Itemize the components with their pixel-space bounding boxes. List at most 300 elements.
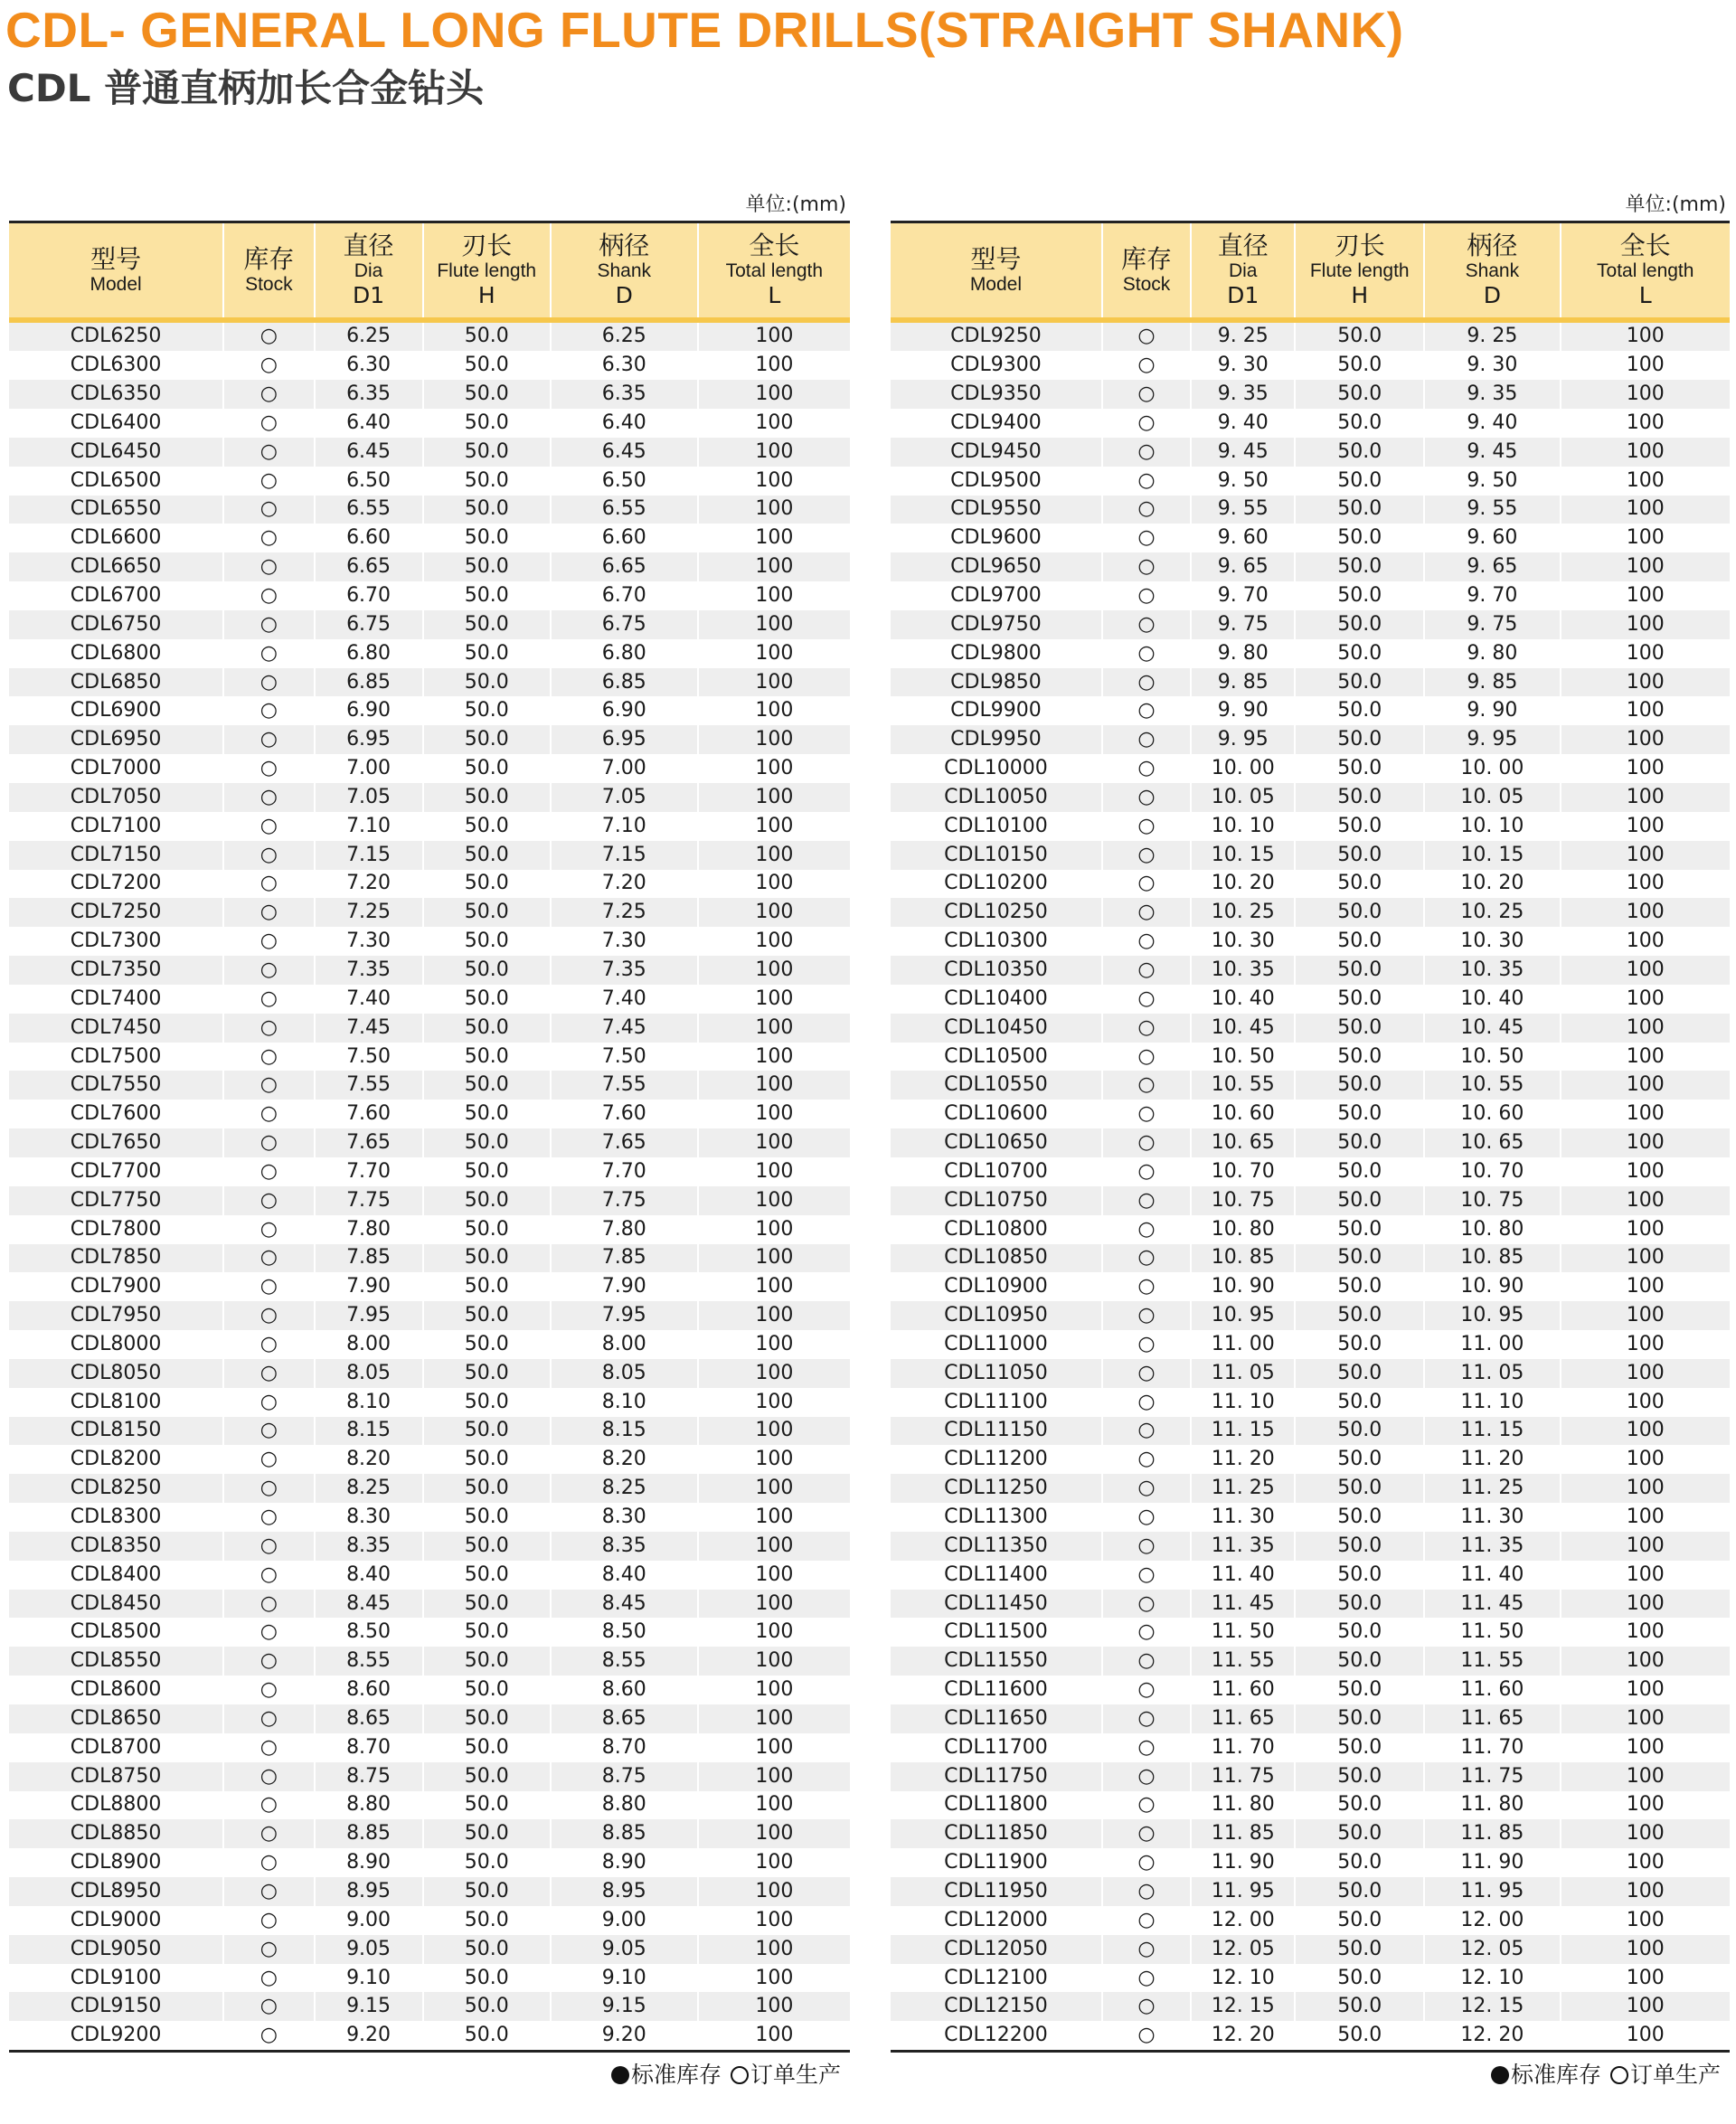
flute-length-cell: 50.0 xyxy=(423,870,551,899)
stock-cell: ○ xyxy=(223,1848,314,1877)
shank-cell: 7.65 xyxy=(551,1128,698,1157)
flute-length-cell: 50.0 xyxy=(1295,1445,1424,1474)
total-length-cell: 100 xyxy=(1626,1793,1665,1817)
model-cell: CDL10400 xyxy=(891,985,1102,1014)
stock-cell: ○ xyxy=(223,1272,314,1301)
shank-cell: 8.60 xyxy=(551,1676,698,1704)
flute-length-cell: 50.0 xyxy=(1295,668,1424,697)
total-length-cell: 100 xyxy=(1626,411,1665,434)
flute-length-cell: 50.0 xyxy=(423,1819,551,1848)
shank-cell: 9. 60 xyxy=(1424,524,1560,552)
table-row xyxy=(891,898,1730,927)
header-row xyxy=(891,222,1730,320)
table-row xyxy=(891,1100,1730,1128)
shank-cell: 6.40 xyxy=(551,409,698,438)
table-header xyxy=(9,222,850,320)
stock-cell: ○ xyxy=(223,1676,314,1704)
dia-cell: 12. 05 xyxy=(1191,1935,1295,1964)
column-header-cn: 库存 xyxy=(243,243,295,274)
dia-cell: 8.70 xyxy=(315,1733,423,1762)
total-length-cell: 100 xyxy=(755,439,794,463)
column-header xyxy=(315,222,423,320)
flute-length-cell: 50.0 xyxy=(1295,2021,1424,2051)
shank-cell: 7.25 xyxy=(551,898,698,927)
total-length-cell: 100 xyxy=(1626,1649,1665,1673)
model-cell: CDL11250 xyxy=(891,1474,1102,1503)
total-length-cell: 100 xyxy=(755,1620,794,1644)
table-row xyxy=(891,1503,1730,1532)
dia-cell: 7.60 xyxy=(315,1100,423,1128)
table-row xyxy=(9,1330,850,1359)
model-cell: CDL9900 xyxy=(891,696,1102,725)
total-length-cell: 100 xyxy=(1626,670,1665,694)
model-cell: CDL12150 xyxy=(891,1992,1102,2021)
stock-cell: ○ xyxy=(223,1157,314,1186)
model-cell: CDL9100 xyxy=(9,1964,223,1993)
column-header-sym: H xyxy=(477,281,495,308)
stock-cell: ○ xyxy=(1102,1877,1191,1906)
dia-cell: 6.75 xyxy=(315,610,423,639)
flute-length-cell: 50.0 xyxy=(423,956,551,985)
total-length-cell: 100 xyxy=(755,1419,794,1442)
total-length-cell: 100 xyxy=(1626,1995,1665,2018)
shank-cell: 10. 40 xyxy=(1424,985,1560,1014)
dia-cell: 7.85 xyxy=(315,1244,423,1273)
dia-cell: 8.75 xyxy=(315,1762,423,1791)
model-cell: CDL10550 xyxy=(891,1071,1102,1100)
model-cell: CDL11300 xyxy=(891,1503,1102,1532)
total-length-cell: 100 xyxy=(1626,986,1665,1010)
model-cell: CDL7250 xyxy=(9,898,223,927)
left-panel xyxy=(9,190,850,2091)
shank-cell: 8.35 xyxy=(551,1532,698,1561)
shank-cell: 11. 00 xyxy=(1424,1330,1560,1359)
shank-cell: 8.70 xyxy=(551,1733,698,1762)
flute-length-cell: 50.0 xyxy=(1295,783,1424,812)
column-header-cn: 刃长 xyxy=(1334,231,1385,261)
table-row xyxy=(9,1676,850,1704)
flute-length-cell: 50.0 xyxy=(423,725,551,754)
total-length-cell: 100 xyxy=(755,670,794,694)
stock-cell: ○ xyxy=(1102,956,1191,985)
shank-cell: 7.45 xyxy=(551,1014,698,1043)
model-cell: CDL10500 xyxy=(891,1043,1102,1071)
stock-cell: ○ xyxy=(223,581,314,610)
column-header-cn: 柄径 xyxy=(599,231,650,261)
dia-cell: 6.85 xyxy=(315,668,423,697)
flute-length-cell: 50.0 xyxy=(1295,1964,1424,1993)
table-row xyxy=(891,1935,1730,1964)
model-cell: CDL8900 xyxy=(9,1848,223,1877)
flute-length-cell: 50.0 xyxy=(423,1791,551,1820)
shank-cell: 7.05 xyxy=(551,783,698,812)
flute-length-cell: 50.0 xyxy=(1295,610,1424,639)
model-cell: CDL11950 xyxy=(891,1877,1102,1906)
stock-cell: ○ xyxy=(1102,1618,1191,1647)
flute-length-cell: 50.0 xyxy=(423,1359,551,1388)
model-cell: CDL10200 xyxy=(891,870,1102,899)
model-cell: CDL9950 xyxy=(891,725,1102,754)
dia-cell: 6.25 xyxy=(315,320,423,352)
table-row xyxy=(891,696,1730,725)
dia-cell: 6.55 xyxy=(315,496,423,524)
flute-length-cell: 50.0 xyxy=(423,1417,551,1446)
model-cell: CDL9450 xyxy=(891,438,1102,467)
total-length-cell: 100 xyxy=(755,1275,794,1298)
model-cell: CDL6800 xyxy=(9,639,223,668)
dia-cell: 11. 90 xyxy=(1191,1848,1295,1877)
column-header-sym: H xyxy=(1351,281,1369,308)
dia-cell: 8.30 xyxy=(315,1503,423,1532)
table-row xyxy=(891,1330,1730,1359)
dia-cell: 11. 30 xyxy=(1191,1503,1295,1532)
legend-made-to-order: 订单生产 xyxy=(1629,2062,1721,2089)
model-cell: CDL8050 xyxy=(9,1359,223,1388)
total-length-cell: 100 xyxy=(1626,354,1665,377)
dia-cell: 7.70 xyxy=(315,1157,423,1186)
shank-cell: 9. 50 xyxy=(1424,467,1560,496)
model-cell: CDL6450 xyxy=(9,438,223,467)
shank-cell: 11. 55 xyxy=(1424,1647,1560,1676)
total-length-cell: 100 xyxy=(755,1477,794,1500)
stock-cell: ○ xyxy=(1102,552,1191,581)
flute-length-cell: 50.0 xyxy=(1295,1128,1424,1157)
shank-cell: 11. 70 xyxy=(1424,1733,1560,1762)
model-cell: CDL8700 xyxy=(9,1733,223,1762)
model-cell: CDL8300 xyxy=(9,1503,223,1532)
table-row xyxy=(9,496,850,524)
model-cell: CDL7150 xyxy=(9,841,223,870)
flute-length-cell: 50.0 xyxy=(423,1618,551,1647)
column-header-en: Dia xyxy=(1228,260,1258,282)
shank-cell: 7.60 xyxy=(551,1100,698,1128)
stock-cell: ○ xyxy=(223,1503,314,1532)
table-row xyxy=(9,812,850,841)
model-cell: CDL9600 xyxy=(891,524,1102,552)
flute-length-cell: 50.0 xyxy=(1295,1906,1424,1935)
table-row xyxy=(891,1445,1730,1474)
shank-cell: 8.65 xyxy=(551,1704,698,1733)
flute-length-cell: 50.0 xyxy=(423,610,551,639)
total-length-cell: 100 xyxy=(755,468,794,492)
table-row xyxy=(9,783,850,812)
dia-cell: 8.00 xyxy=(315,1330,423,1359)
shank-cell: 10. 35 xyxy=(1424,956,1560,985)
flute-length-cell: 50.0 xyxy=(423,409,551,438)
column-header-en: Stock xyxy=(245,273,293,295)
right-panel xyxy=(891,190,1730,2091)
flute-length-cell: 50.0 xyxy=(423,898,551,927)
dia-cell: 7.90 xyxy=(315,1272,423,1301)
model-cell: CDL7500 xyxy=(9,1043,223,1071)
total-length-cell: 100 xyxy=(755,1361,794,1384)
stock-cell: ○ xyxy=(1102,639,1191,668)
stock-cell: ○ xyxy=(223,1647,314,1676)
dia-cell: 8.05 xyxy=(315,1359,423,1388)
shank-cell: 7.95 xyxy=(551,1301,698,1330)
stock-cell: ○ xyxy=(223,668,314,697)
flute-length-cell: 50.0 xyxy=(1295,1877,1424,1906)
stock-cell: ○ xyxy=(223,956,314,985)
flute-length-cell: 50.0 xyxy=(423,1244,551,1273)
stock-cell: ○ xyxy=(1102,1590,1191,1619)
model-cell: CDL8750 xyxy=(9,1762,223,1791)
column-header-cn: 全长 xyxy=(1619,231,1671,261)
dia-cell: 6.35 xyxy=(315,380,423,409)
table-row xyxy=(891,1474,1730,1503)
stock-cell: ○ xyxy=(1102,783,1191,812)
flute-length-cell: 50.0 xyxy=(1295,1561,1424,1590)
total-length-cell: 100 xyxy=(755,1822,794,1846)
shank-cell: 10. 55 xyxy=(1424,1071,1560,1100)
title-chinese: CDL 普通直柄加长合金钻头 xyxy=(7,66,485,110)
column-header-cn: 刃长 xyxy=(461,231,513,261)
dia-cell: 9. 80 xyxy=(1191,639,1295,668)
model-cell: CDL10350 xyxy=(891,956,1102,985)
stock-cell: ○ xyxy=(1102,841,1191,870)
dia-cell: 9. 25 xyxy=(1191,320,1295,352)
total-length-cell: 100 xyxy=(1626,814,1665,837)
shank-cell: 9. 55 xyxy=(1424,496,1560,524)
shank-cell: 10. 95 xyxy=(1424,1301,1560,1330)
shank-cell: 8.75 xyxy=(551,1762,698,1791)
flute-length-cell: 50.0 xyxy=(423,1071,551,1100)
total-length-cell: 100 xyxy=(755,930,794,953)
stock-cell: ○ xyxy=(1102,1532,1191,1561)
table-row xyxy=(9,1733,850,1762)
table-row xyxy=(891,1848,1730,1877)
table-row xyxy=(9,668,850,697)
dia-cell: 9. 45 xyxy=(1191,438,1295,467)
dia-cell: 12. 20 xyxy=(1191,2021,1295,2051)
dia-cell: 11. 05 xyxy=(1191,1359,1295,1388)
total-length-cell: 100 xyxy=(755,1044,794,1068)
table-row xyxy=(9,1503,850,1532)
stock-cell: ○ xyxy=(1102,496,1191,524)
total-length-cell: 100 xyxy=(755,555,794,579)
flute-length-cell: 50.0 xyxy=(1295,1992,1424,2021)
flute-length-cell: 50.0 xyxy=(1295,812,1424,841)
dia-cell: 7.15 xyxy=(315,841,423,870)
flute-length-cell: 50.0 xyxy=(1295,1474,1424,1503)
dia-cell: 11. 60 xyxy=(1191,1676,1295,1704)
stock-cell: ○ xyxy=(223,841,314,870)
model-cell: CDL6950 xyxy=(9,725,223,754)
model-cell: CDL6600 xyxy=(9,524,223,552)
dia-cell: 11. 70 xyxy=(1191,1733,1295,1762)
model-cell: CDL11650 xyxy=(891,1704,1102,1733)
column-header-cn: 型号 xyxy=(90,243,142,274)
dia-cell: 9.10 xyxy=(315,1964,423,1993)
flute-length-cell: 50.0 xyxy=(423,552,551,581)
flute-length-cell: 50.0 xyxy=(1295,467,1424,496)
model-cell: CDL9000 xyxy=(9,1906,223,1935)
column-header-cn: 直径 xyxy=(343,231,394,261)
table-row xyxy=(891,409,1730,438)
shank-cell: 6.90 xyxy=(551,696,698,725)
total-length-cell: 100 xyxy=(755,1246,794,1270)
shank-cell: 8.15 xyxy=(551,1417,698,1446)
stock-cell: ○ xyxy=(223,1186,314,1215)
dia-cell: 9. 30 xyxy=(1191,351,1295,380)
total-length-cell: 100 xyxy=(755,1534,794,1557)
shank-cell: 6.65 xyxy=(551,552,698,581)
column-header-sym: L xyxy=(768,281,781,308)
stock-cell: ○ xyxy=(223,1417,314,1446)
flute-length-cell: 50.0 xyxy=(423,696,551,725)
model-cell: CDL9200 xyxy=(9,2021,223,2051)
shank-cell: 9. 70 xyxy=(1424,581,1560,610)
shank-cell: 11. 85 xyxy=(1424,1819,1560,1848)
total-length-cell: 100 xyxy=(1626,1015,1665,1039)
shank-cell: 7.55 xyxy=(551,1071,698,1100)
shank-cell: 6.70 xyxy=(551,581,698,610)
dia-cell: 10. 35 xyxy=(1191,956,1295,985)
model-cell: CDL7950 xyxy=(9,1301,223,1330)
dia-cell: 10. 10 xyxy=(1191,812,1295,841)
stock-cell: ○ xyxy=(1102,1071,1191,1100)
flute-length-cell: 50.0 xyxy=(423,2021,551,2051)
dia-cell: 10. 20 xyxy=(1191,870,1295,899)
shank-cell: 6.35 xyxy=(551,380,698,409)
table-row xyxy=(9,1964,850,1993)
model-cell: CDL7300 xyxy=(9,927,223,956)
dia-cell: 10. 50 xyxy=(1191,1043,1295,1071)
header-row xyxy=(9,222,850,320)
table-row xyxy=(9,1244,850,1273)
model-cell: CDL11150 xyxy=(891,1417,1102,1446)
column-header-cn: 全长 xyxy=(749,231,800,261)
table-row xyxy=(891,1819,1730,1848)
model-cell: CDL7750 xyxy=(9,1186,223,1215)
model-cell: CDL6300 xyxy=(9,351,223,380)
model-cell: CDL8850 xyxy=(9,1819,223,1848)
model-cell: CDL11700 xyxy=(891,1733,1102,1762)
flute-length-cell: 50.0 xyxy=(1295,1043,1424,1071)
stock-cell: ○ xyxy=(1102,1043,1191,1071)
shank-cell: 9.05 xyxy=(551,1935,698,1964)
shank-cell: 9. 45 xyxy=(1424,438,1560,467)
flute-length-cell: 50.0 xyxy=(423,1561,551,1590)
dia-cell: 6.95 xyxy=(315,725,423,754)
column-header xyxy=(698,222,850,320)
total-length-cell: 100 xyxy=(1626,1275,1665,1298)
dia-cell: 11. 65 xyxy=(1191,1704,1295,1733)
dia-cell: 9. 90 xyxy=(1191,696,1295,725)
shank-cell: 6.85 xyxy=(551,668,698,697)
flute-length-cell: 50.0 xyxy=(423,1935,551,1964)
flute-length-cell: 50.0 xyxy=(1295,898,1424,927)
total-length-cell: 100 xyxy=(755,354,794,377)
total-length-cell: 100 xyxy=(755,1966,794,1989)
dia-cell: 6.45 xyxy=(315,438,423,467)
stock-cell: ○ xyxy=(223,1128,314,1157)
shank-cell: 6.55 xyxy=(551,496,698,524)
table-row xyxy=(9,956,850,985)
flute-length-cell: 50.0 xyxy=(1295,1071,1424,1100)
table-row xyxy=(9,1791,850,1820)
total-length-cell: 100 xyxy=(755,843,794,866)
table-body xyxy=(9,320,850,2052)
column-header-sym: D1 xyxy=(352,281,385,308)
stock-cell: ○ xyxy=(223,985,314,1014)
total-length-cell: 100 xyxy=(1626,785,1665,808)
model-cell: CDL9800 xyxy=(891,639,1102,668)
model-cell: CDL6650 xyxy=(9,552,223,581)
table-row xyxy=(891,956,1730,985)
model-cell: CDL10150 xyxy=(891,841,1102,870)
stock-cell: ○ xyxy=(1102,1417,1191,1446)
flute-length-cell: 50.0 xyxy=(423,438,551,467)
flute-length-cell: 50.0 xyxy=(423,1992,551,2021)
model-cell: CDL8250 xyxy=(9,1474,223,1503)
flute-length-cell: 50.0 xyxy=(423,1445,551,1474)
stock-cell: ○ xyxy=(223,1906,314,1935)
total-length-cell: 100 xyxy=(755,1015,794,1039)
flute-length-cell: 50.0 xyxy=(1295,1791,1424,1820)
table-row xyxy=(891,467,1730,496)
shank-cell: 6.50 xyxy=(551,467,698,496)
column-header-cn: 直径 xyxy=(1217,231,1269,261)
dia-cell: 8.15 xyxy=(315,1417,423,1446)
dia-cell: 11. 80 xyxy=(1191,1791,1295,1820)
dia-cell: 8.85 xyxy=(315,1819,423,1848)
total-length-cell: 100 xyxy=(755,901,794,924)
column-header xyxy=(891,222,1102,320)
stock-cell: ○ xyxy=(223,1819,314,1848)
model-cell: CDL10900 xyxy=(891,1272,1102,1301)
total-length-cell: 100 xyxy=(1626,1937,1665,1960)
shank-cell: 9. 80 xyxy=(1424,639,1560,668)
table-row xyxy=(9,320,850,352)
stock-cell: ○ xyxy=(1102,1503,1191,1532)
table-row xyxy=(9,1043,850,1071)
total-length-cell: 100 xyxy=(1626,641,1665,665)
stock-cell: ○ xyxy=(223,438,314,467)
dia-cell: 10. 60 xyxy=(1191,1100,1295,1128)
stock-cell: ○ xyxy=(1102,1244,1191,1273)
table-row xyxy=(9,467,850,496)
flute-length-cell: 50.0 xyxy=(423,1100,551,1128)
stock-cell: ○ xyxy=(223,1388,314,1417)
model-cell: CDL7650 xyxy=(9,1128,223,1157)
shank-cell: 11. 25 xyxy=(1424,1474,1560,1503)
stock-cell: ○ xyxy=(223,1762,314,1791)
column-header-cn: 型号 xyxy=(970,243,1022,274)
stock-cell: ○ xyxy=(223,409,314,438)
total-length-cell: 100 xyxy=(1626,958,1665,981)
table-row xyxy=(891,1561,1730,1590)
table-row xyxy=(891,380,1730,409)
dia-cell: 10. 65 xyxy=(1191,1128,1295,1157)
total-length-cell: 100 xyxy=(1626,728,1665,751)
shank-cell: 9.10 xyxy=(551,1964,698,1993)
shank-cell: 9.00 xyxy=(551,1906,698,1935)
stock-cell: ○ xyxy=(1102,870,1191,899)
table-row xyxy=(891,1618,1730,1647)
model-cell: CDL8400 xyxy=(9,1561,223,1590)
flute-length-cell: 50.0 xyxy=(423,1762,551,1791)
dia-cell: 10. 85 xyxy=(1191,1244,1295,1273)
shank-cell: 6.30 xyxy=(551,351,698,380)
shank-cell: 12. 10 xyxy=(1424,1964,1560,1993)
flute-length-cell: 50.0 xyxy=(1295,870,1424,899)
total-length-cell: 100 xyxy=(755,1851,794,1874)
stock-cell: ○ xyxy=(1102,1301,1191,1330)
shank-cell: 7.75 xyxy=(551,1186,698,1215)
stock-cell: ○ xyxy=(1102,1935,1191,1964)
dia-cell: 11. 15 xyxy=(1191,1417,1295,1446)
